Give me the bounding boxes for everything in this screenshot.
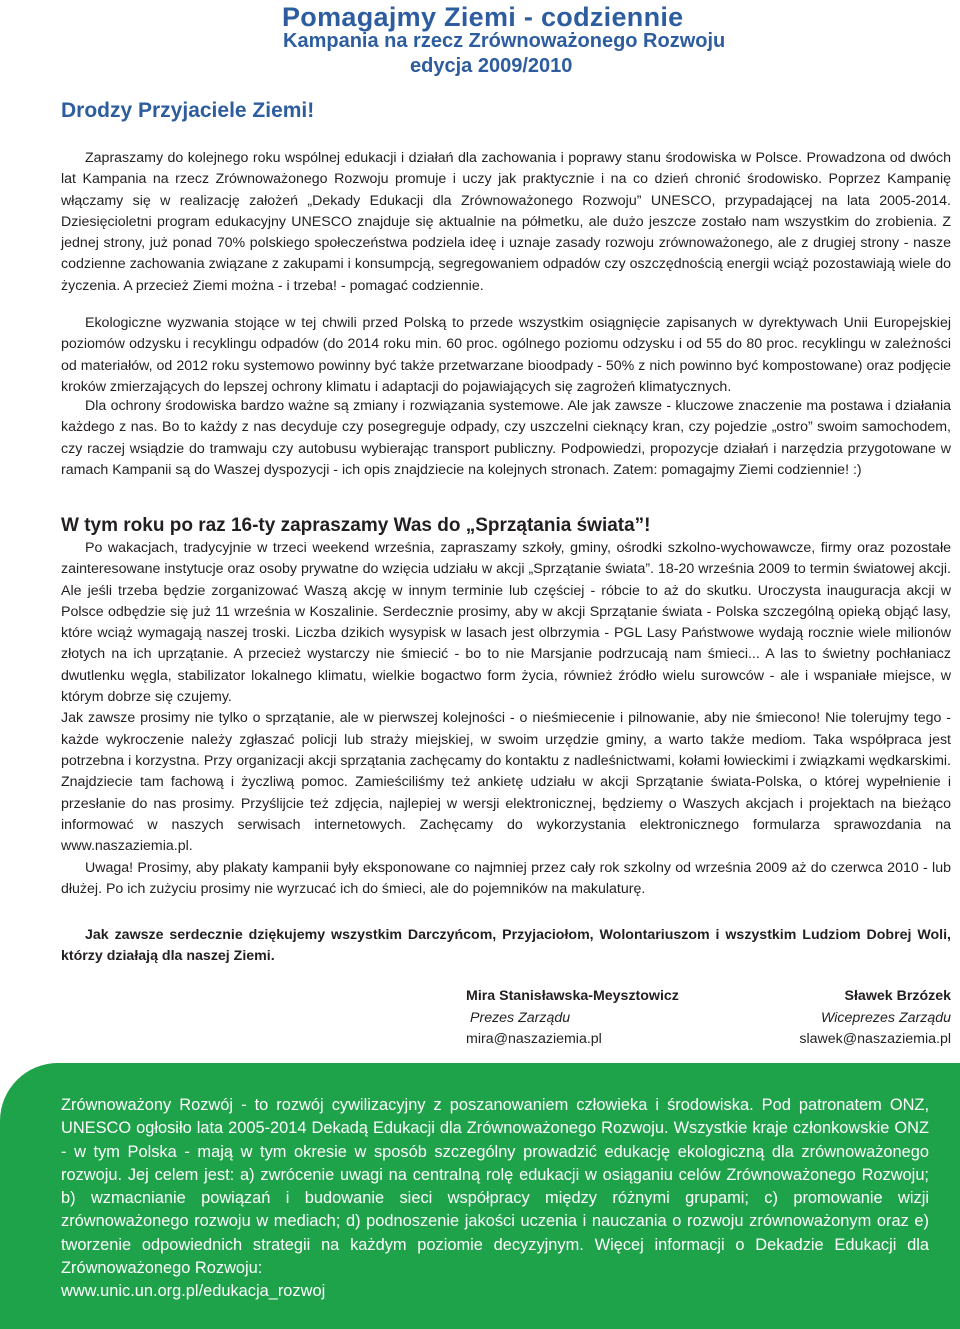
signature-role: Wiceprezes Zarządu — [821, 1009, 951, 1026]
signature-name: Mira Stanisławska-Meysztowicz — [466, 988, 679, 1004]
systemic-paragraph: Dla ochrony środowiska bardzo ważne są zmiany i rozwiązania systemowe. Ale jak zawsze - kluczowe znaczenie ma postawa i działania każdego z nas. Bo to każdy z nas decyduje czy posegreguje odpady, czy uszczelni cieknący kran, czy pojedzie „ostro” swoim samochodem, czy raczej wsiądzie do tramwaju czy autobusu wybierając transport publiczny. Podpowiedzi, propozycje działań i narzędzia przygotowane w ramach Kampanii są do Waszej dyspozycji - ich opis znajdziecie na kolejnych stronach. Zatem: pomagajmy Ziemi codziennie! :) — [61, 398, 951, 478]
signature-left — [466, 986, 679, 1051]
greeting-heading: Drodzy Przyjaciele Ziemi! — [61, 99, 315, 122]
info-box-text — [61, 1094, 929, 1304]
thanks-paragraph: Jak zawsze serdecznie dziękujemy wszystkim Darczyńcom, Przyjaciołom, Wolontariuszom i wszystkim Ludziom Dobrej Woli, którzy działają dla naszej Ziemi. — [61, 927, 951, 965]
signature-email: mira@naszaziemia.pl — [466, 1031, 602, 1047]
cleanup-heading: W tym roku po raz 16-ty zapraszamy Was do „Sprzątania świata”! — [61, 515, 651, 536]
signature-right — [799, 986, 951, 1051]
signature-email: slawek@naszaziemia.pl — [799, 1031, 951, 1047]
page-title: Pomagajmy Ziemi - codziennie — [282, 2, 684, 32]
signature-name: Sławek Brzózek — [844, 988, 951, 1004]
info-box — [0, 1063, 960, 1329]
challenges-paragraph: Ekologiczne wyzwania stojące w tej chwili przed Polską to przede wszystkim osiągnięcie zapisanych w dyrektywach Unii Europejskiej poziomów odzysku i recyklingu odpadów (do 2014 roku min. 60 proc. ogólnego poziomu odzysku i od 55 do 80 proc. recyklingu w zależności od materiałów, od 2012 roku systemowo powinny być także przetwarzane bioodpady - 50% z nich powinno być kompostowane) oraz podjęcie kroków zmierzających do lepszej ochrony klimatu i adaptacji do pojawiających się zagrożeń klimatycznych. — [61, 315, 951, 395]
cleanup-section — [61, 538, 951, 857]
cleanup-paragraph: Po wakacjach, tradycyjnie w trzeci weekend września, zapraszamy szkoły, gminy, ośrodki szkolno-wychowawcze, firmy oraz pozostałe zainteresowane instytucje oraz osoby prywatne do wzięcia udziału w akcji „Sprzątanie świata”. 18-20 września 2009 to termin światowej akcji. Ale jeśli trzeba będzie zorganizować Waszą akcję w innym terminie lub częściej - róbcie to aż do skutku. Uroczysta inauguracja akcji w Polsce odbędzie się już 11 września w Koszalinie. Serdecznie prosimy, aby w akcji Sprzątanie świata - Polska szczególną opieką objąć lasy, które wciąż wymagają naszej troski. Liczba dzikich wysypisk w lasach jest olbrzymia - PGL Lasy Państwowe wydają rocznie wiele milionów złotych na ich uprzątanie. A przecież wystarczy nie śmiecić - bo to nie Marsjanie podrzucają nam śmieci... A las to świetny pochłaniacz dwutlenku węgla, stabilizator lokalnego klimatu, wielkie bogactwo form życia, również źródło wielu surowców - ale i wspaniałe miejsce, w którym dobrze się czujemy. — [61, 540, 951, 706]
info-box-body: Zrównoważony Rozwój - to rozwój cywilizacyjny z poszanowaniem człowieka i środowiska. Pod patronatem ONZ, UNESCO ogłosiło lata 2005-2014 Dekadą Edukacji dla Zrównoważonego Rozwoju. Wszystkie kraje członkowskie ONZ - w tym Polska - mają w tym okresie w sposób szczególny prowadzić edukację ekologiczną dla zrównoważonego rozwoju. Jej celem jest: a) zwrócenie uwagi na centralną rolę edukacji w osiąganiu celów Zrównoważonego Rozwoju; b) wzmacnianie powiązań i budowanie sieci współpracy między różnymi grupami; c) promowanie wizji zrównoważonego rozwoju w mediach; d) podnoszenie jakości uczenia i nauczania o rozwoju zrównoważonym oraz e) tworzenie odpowiednich strategii na każdym poziomie decyzyjnym. Więcej informacji o Dekadzie Edukacji dla Zrównoważonego Rozwoju: — [61, 1096, 929, 1278]
cleanup-paragraph-2: Jak zawsze prosimy nie tylko o sprzątanie, ale w pierwszej kolejności - o nieśmiecenie i pilnowanie, aby nie śmiecono! Nie tolerujmy tego - każde wykroczenie należy zgłaszać policji lub straży miejskiej, w swoim urzędzie gminy, a warto także mediom. Taka współpraca jest potrzebna i korzystna. Przy organizacji akcji sprzątania zachęcamy do kontaktu z nadleśnictwami, kołami łowieckimi i związkami wędkarskimi. Znajdziecie tam fachową i życzliwą pomoc. Zamieściliśmy też ankietę udziału w akcji Sprzątanie świata-Polska, o której wypełnienie i przesłanie do nas prosimy. Przyślijcie też zdjęcia, najlepiej w wersji elektronicznej, będziemy o Waszych akcjach i projektach na bieżąco informować w naszych serwisach internetowych. Zachęcamy do wykorzystania elektronicznego formularza sprawozdania na www.naszaziemia.pl. — [61, 710, 951, 855]
intro-paragraph: Zapraszamy do kolejnego roku wspólnej edukacji i działań dla zachowania i poprawy stanu środowiska w Polsce. Prowadzona od dwóch lat Kampania na rzecz Zrównoważonego Rozwoju promuje i uczy jak praktycznie i na co dzień chronić środowisko. Poprzez Kampanię włączamy się w realizację założeń „Dekady Edukacji dla Zrównoważonego Rozwoju” UNESCO, przypadającej na lata 2005-2014. Dziesięcioletni program edukacyjny UNESCO znajduje się aktualnie na półmetku, ale dużo jeszcze zostało nam wszystkim do zrobienia. Z jednej strony, już ponad 70% polskiego społeczeństwa podziela ideę i uznaje zasady rozwoju zrównoważonego, ale z drugiej strony - nasze codzienne zachowania związane z zakupami i konsumpcją, segregowaniem odpadów czy oszczędnością energii wciąż pozostawiają wiele do życzenia. A przecież Ziemi można - i trzeba! - pomagać codziennie. — [61, 150, 951, 294]
info-box-link[interactable]: www.unic.un.org.pl/edukacja_rozwoj — [61, 1282, 326, 1301]
notice-paragraph: Uwaga! Prosimy, aby plakaty kampanii były eksponowane co najmniej przez cały rok szkolny od września 2009 aż do czerwca 2010 - lub dłużej. Po ich zużyciu prosimy nie wyrzucać ich do śmieci, ale do pojemników na makulaturę. — [61, 860, 951, 898]
page-subtitle: Kampania na rzecz Zrównoważonego Rozwoju — [283, 30, 726, 52]
edition-label: edycja 2009/2010 — [410, 55, 573, 77]
signature-role: Prezes Zarządu — [470, 1009, 571, 1026]
